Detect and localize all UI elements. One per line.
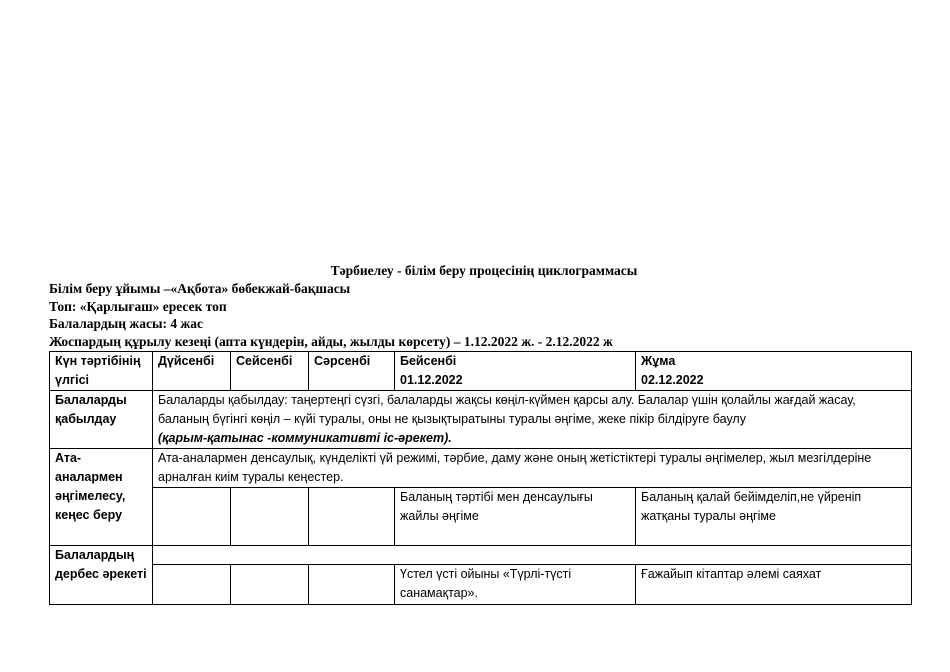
- row-label-reception: Балаларды қабылдау: [50, 391, 153, 449]
- table-row-independent-days: [50, 565, 912, 605]
- age-line: Балалардың жасы: 4 жас: [49, 316, 204, 331]
- row-label-independent: Балалардың дербес әрекеті: [50, 546, 153, 605]
- table-row-reception: [50, 391, 912, 449]
- table-header-row: [50, 352, 912, 391]
- parents-content: Ата-аналармен денсаулық, күнделікті үй режимі, тәрбие, даму және оның жетістіктері туралы әңгімелер, жыл мезгілдеріне арналған киім туралы кеңестер.: [153, 449, 912, 488]
- parents-thursday: Баланың тәртібі мен денсаулығы жайлы әңгіме: [395, 488, 636, 546]
- header-cell-thursday: [395, 352, 636, 391]
- independent-wednesday: [309, 565, 395, 605]
- header-cell-friday: [636, 352, 912, 391]
- group-line: Топ: «Қарлығаш» ересек топ: [49, 298, 227, 314]
- independent-thursday: Үстел үсті ойыны «Түрлі-түсті санамақтар».: [395, 565, 636, 605]
- header-cell-monday: Дүйсенбі: [153, 352, 231, 391]
- header-cell-tuesday: Сейсенбі: [231, 352, 309, 391]
- document-title: Тәрбиелеу - білім беру процесінің циклограммасы: [330, 263, 638, 278]
- header-cell-routine: Күн тәртібінің үлгісі: [50, 352, 153, 391]
- header-cell-wednesday: Сәрсенбі: [309, 352, 395, 391]
- parents-wednesday: [309, 488, 395, 546]
- friday-label: Жұма: [641, 354, 676, 368]
- thursday-date: 01.12.2022: [400, 373, 463, 387]
- schedule-table: [49, 351, 912, 605]
- table-row-independent: [50, 546, 912, 565]
- parents-monday: [153, 488, 231, 546]
- table-row-parents-days: [50, 488, 912, 546]
- parents-tuesday: [231, 488, 309, 546]
- table-row-parents: [50, 449, 912, 488]
- organization-line: Білім беру ұйымы –«Ақбота» бөбекжай-бақшасы: [49, 281, 351, 296]
- thursday-label: Бейсенбі: [400, 354, 457, 368]
- independent-friday: Ғажайып кітаптар әлемі саяхат: [636, 565, 912, 605]
- independent-content: [153, 546, 912, 565]
- reception-activity-note: (қарым-қатынас -коммуникативті іс-әрекет).: [158, 431, 452, 445]
- independent-monday: [153, 565, 231, 605]
- period-line: Жоспардың құрылу кезеңі (апта күндерін, айды, жылды көрсету) – 1.12.2022 ж. - 2.12.2022 ж: [49, 333, 613, 349]
- reception-content: [153, 391, 912, 449]
- parents-friday: Баланың қалай бейімделіп,не үйреніп жатқаны туралы әңгіме: [636, 488, 912, 546]
- row-label-parents: Ата-аналармен әңгімелесу, кеңес беру: [50, 449, 153, 546]
- reception-text-1: Балаларды қабылдау: таңертеңгі сүзгі, балаларды жақсы көңіл-күймен қарсы алу. Балалар үшін қолайлы жағдай жасау,: [158, 393, 856, 407]
- reception-text-2: баланың бүгінгі көңіл – күйі туралы, оны не қызықтыратыны туралы әңгіме, жеке пікір білдіруге баулу: [158, 412, 746, 426]
- independent-tuesday: [231, 565, 309, 605]
- document-header: [49, 262, 919, 350]
- friday-date: 02.12.2022: [641, 373, 704, 387]
